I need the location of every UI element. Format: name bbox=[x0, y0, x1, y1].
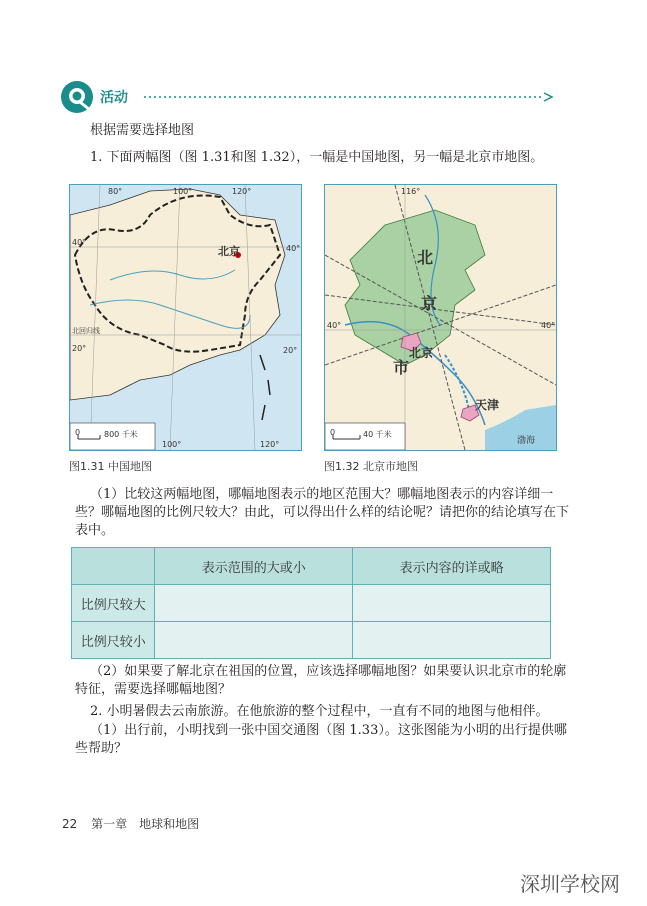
lon-116-label: 116° bbox=[401, 187, 421, 196]
shi-char-label: 市 bbox=[393, 358, 410, 377]
lon-80-label: 80° bbox=[108, 187, 123, 196]
beijing-label: 北京 bbox=[409, 346, 434, 360]
watermark: 深圳学校网 bbox=[520, 872, 620, 896]
scale-text: 800 千米 bbox=[104, 430, 138, 439]
lon-100-label: 100° bbox=[173, 187, 193, 196]
page-footer bbox=[62, 815, 199, 832]
scale-comparison-table bbox=[71, 547, 551, 659]
table-row-label: 比例尺较小 bbox=[72, 622, 155, 659]
table-answer-cell[interactable] bbox=[155, 622, 353, 659]
map2-caption: 图1.32 北京市地图 bbox=[324, 460, 418, 473]
table-row bbox=[72, 585, 551, 622]
scale-zero-label: 0 bbox=[330, 428, 336, 437]
table-answer-cell[interactable] bbox=[353, 585, 551, 622]
table-answer-cell[interactable] bbox=[155, 585, 353, 622]
china-map bbox=[69, 184, 302, 451]
lon-120-bottom-label: 120° bbox=[260, 440, 280, 449]
table-header-cell: 表示范围的大或小 bbox=[155, 548, 353, 585]
bohai-label: 渤海 bbox=[517, 436, 536, 446]
map1-caption: 图1.31 中国地图 bbox=[69, 460, 152, 473]
question-2-intro: 2. 小明暑假去云南旅游。在他旅游的整个过程中，一直有不同的地图与他相伴。 bbox=[90, 704, 549, 719]
lat-20-right-label: 20° bbox=[283, 346, 298, 355]
page-number: 22 bbox=[62, 817, 78, 831]
tropic-label: 北回归线 bbox=[72, 327, 100, 335]
question-2-part-1: （1）出行前，小明找到一张中国交通图（图 1.33）。这张图能为小明的出行提供哪些帮助？ bbox=[75, 723, 567, 756]
activity-icon bbox=[60, 80, 94, 114]
table-header-row bbox=[72, 548, 551, 585]
section-title: 根据需要选择地图 bbox=[90, 123, 195, 138]
beijing-label: 北京 bbox=[218, 245, 240, 258]
question-1-intro: 1. 下面两幅图（图 1.31和图 1.32），一幅是中国地图，另一幅是北京市地图。 bbox=[90, 150, 544, 165]
lat-40-right-label: 40° bbox=[286, 244, 301, 253]
scale-text: 40 千米 bbox=[363, 430, 392, 439]
question-1-part-1: （1）比较这两幅地图，哪幅地图表示的地区范围大？哪幅地图表示的内容详细一些？哪幅地图的比例尺较大？由此，可以得出什么样的结论呢？请把你的结论填写在下表中。 bbox=[75, 487, 570, 538]
table-row bbox=[72, 622, 551, 659]
lat-40-label: 40° bbox=[72, 238, 87, 247]
lat-40-right-label: 40° bbox=[541, 321, 556, 330]
table-header-cell bbox=[72, 548, 155, 585]
lat-40-label: 40° bbox=[327, 321, 342, 330]
table-row-label: 比例尺较大 bbox=[72, 585, 155, 622]
beijing-map bbox=[324, 184, 557, 451]
activity-header bbox=[60, 80, 560, 114]
lat-20-label: 20° bbox=[72, 344, 87, 353]
tianjin-label: 天津 bbox=[475, 398, 500, 412]
question-1-part-2: （2）如果要了解北京在祖国的位置，应该选择哪幅地图？如果要认识北京市的轮廓特征，需要选择哪幅地图？ bbox=[75, 664, 567, 697]
lon-100-bottom-label: 100° bbox=[162, 440, 182, 449]
dotted-rule bbox=[144, 92, 556, 102]
scale-zero-label: 0 bbox=[75, 428, 81, 437]
lon-120-label: 120° bbox=[232, 187, 252, 196]
table-header-cell: 表示内容的详或略 bbox=[353, 548, 551, 585]
jing-char-label: 京 bbox=[421, 294, 438, 313]
table-answer-cell[interactable] bbox=[353, 622, 551, 659]
chapter-title: 第一章 地球和地图 bbox=[91, 817, 200, 831]
bei-char-label: 北 bbox=[417, 248, 434, 267]
activity-label: 活动 bbox=[100, 90, 128, 106]
